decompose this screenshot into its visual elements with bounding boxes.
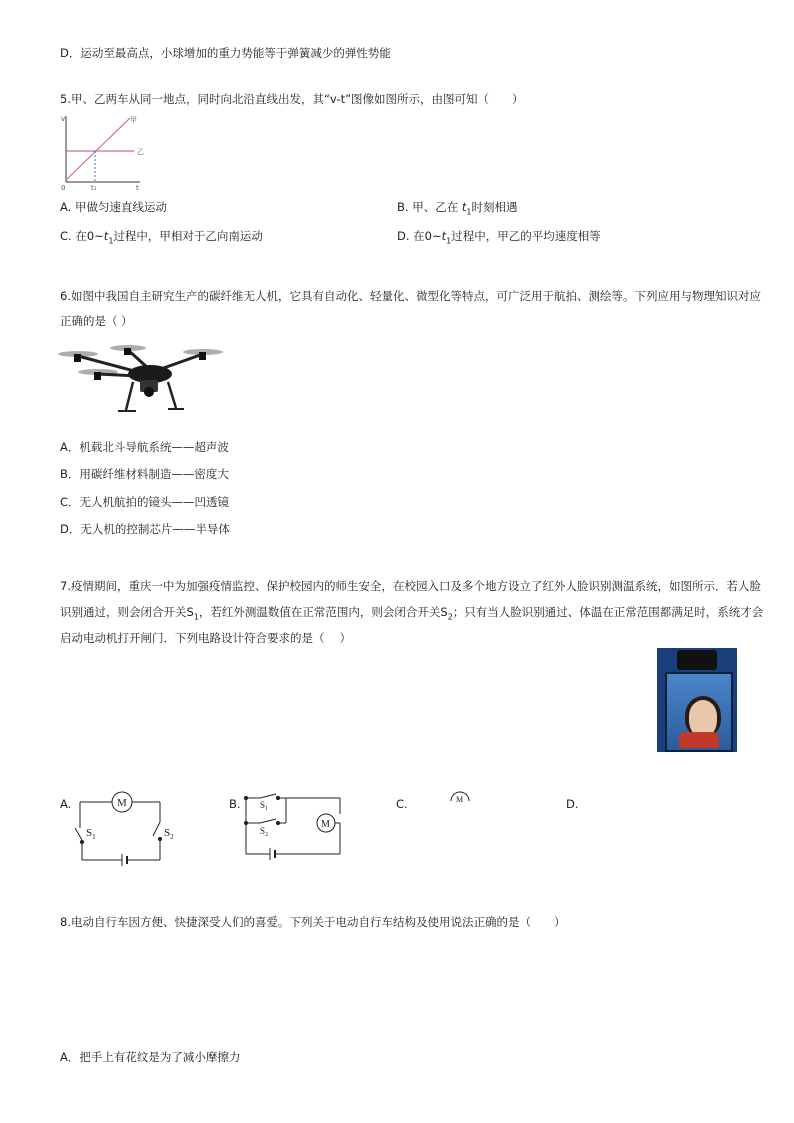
q6-option-c: C．无人机航拍的镜头——凹透镜 (60, 495, 230, 509)
q7-option-c-label: C. (396, 797, 408, 811)
t-axis-label: t (136, 184, 139, 192)
q7-option-b-label: B. (229, 797, 241, 811)
origin-label: 0 (61, 184, 66, 192)
s1-label-b: $S_1$ (260, 800, 269, 812)
v-axis-label: v (61, 115, 66, 123)
yi-label: 乙 (137, 148, 144, 156)
q7-stem-line3: 启动电动机打开闸门．下列电路设计符合要求的是（ ） (60, 631, 352, 645)
circuit-c (448, 791, 478, 803)
q5-stem: 5.甲、乙两车从同一地点，同时向北沿直线出发，其“v-t”图像如图所示，由图可知（ ） (60, 92, 524, 106)
q5-option-c: C. 在$0\sim t_1$过程中，甲相对于乙向南运动 (60, 229, 263, 246)
circuit-b (240, 792, 350, 862)
s2-label-b: $S_2$ (260, 826, 269, 838)
q5-option-a: A. 甲做匀速直线运动 (60, 200, 167, 214)
q7-option-d-label: D. (566, 797, 579, 811)
t1-label: t₁ (91, 184, 97, 192)
q5-option-b: B. 甲、乙在 $t_1$时刻相遇 (397, 200, 518, 217)
s2-label: $S_2$ (164, 827, 174, 841)
q7-stem-line2: 识别通过，则会闭合开关$S_1$，若红外测温数值在正常范围内，则会闭合开关$S_2$；只有当人脸识别通过、体温在正常范围都满足时，系统才会 (60, 605, 764, 622)
q5-option-d: D. 在$0\sim t_1$过程中，甲乙的平均速度相等 (397, 229, 601, 246)
q7-option-a-label: A. (60, 797, 72, 811)
q8-stem: 8.电动自行车因方便、快捷深受人们的喜爱。下列关于电动自行车结构及使用说法正确的是（ ） (60, 915, 566, 929)
q6-stem-line1: 6.如图中我国自主研究生产的碳纤维无人机，它具有自动化、轻量化、微型化等特点，可广泛用于航拍、测绘等。下列应用与物理知识对应 (60, 289, 761, 303)
face-recognition-device-image (657, 648, 737, 752)
motor-label-b: M (321, 819, 330, 830)
q6-option-d: D．无人机的控制芯片——半导体 (60, 522, 230, 536)
q7-stem-line1: 7.疫情期间，重庆一中为加强疫情监控、保护校园内的师生安全，在校园入口及多个地方设立了红外人脸识别测温系统，如图所示．若人脸 (60, 579, 761, 593)
s1-label: $S_1$ (86, 827, 96, 841)
jia-label: 甲 (130, 116, 137, 124)
q5-vt-graph (60, 112, 160, 192)
q6-option-a: A．机载北斗导航系统——超声波 (60, 440, 229, 454)
q6-stem-line2: 正确的是（ ） (60, 314, 133, 328)
jia-line (66, 118, 130, 180)
q8-option-a: A．把手上有花纹是为了减小摩擦力 (60, 1050, 241, 1064)
q4-option-d: D．运动至最高点，小球增加的重力势能等于弹簧减少的弹性势能 (60, 46, 391, 60)
motor-label: M (117, 797, 127, 809)
drone-image (58, 342, 228, 422)
circuit-a (72, 792, 192, 867)
motor-label-c: M (456, 795, 464, 804)
q6-option-b: B．用碳纤维材料制造——密度大 (60, 467, 229, 481)
